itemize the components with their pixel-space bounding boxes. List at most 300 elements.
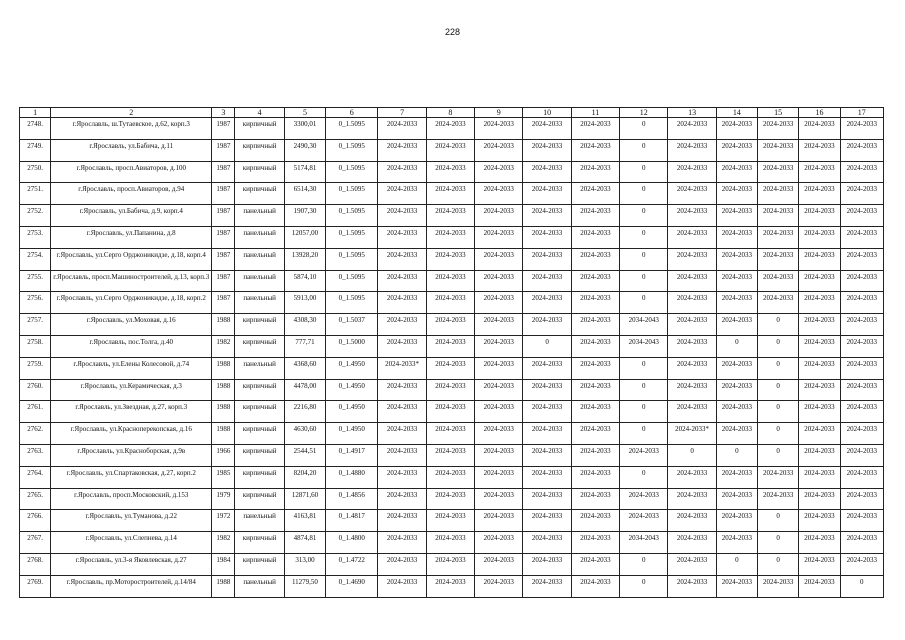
cell-period-col-8: 2024-2033 [426, 510, 474, 532]
cell-period-col-10: 2024-2033 [523, 444, 571, 466]
cell-period-col-15: 2024-2033 [758, 118, 799, 140]
table-row [20, 575, 884, 597]
cell-period-col-14: 2024-2033 [716, 488, 757, 510]
cell-row-number: 2763. [20, 444, 51, 466]
cell-period-col-10: 2024-2033 [523, 118, 571, 140]
cell-period-col-13: 2024-2033 [668, 205, 716, 227]
cell-period-col-7: 2024-2033 [378, 139, 426, 161]
column-header-9: 9 [475, 108, 523, 118]
cell-period-col-10: 2024-2033 [523, 575, 571, 597]
cell-period-col-16: 2024-2033 [799, 379, 840, 401]
cell-period-col-7: 2024-2033 [378, 161, 426, 183]
cell-row-number: 2761. [20, 401, 51, 423]
cell-period-col-16: 2024-2033 [799, 226, 840, 248]
column-header-2: 2 [51, 108, 212, 118]
cell-priority-index: 0_1.4817 [326, 510, 378, 532]
cell-period-col-9: 2024-2033 [475, 401, 523, 423]
cell-period-col-17: 0 [840, 575, 883, 597]
cell-period-col-12: 0 [620, 466, 668, 488]
cell-priority-index: 0_1.4917 [326, 444, 378, 466]
cell-period-col-10: 2024-2033 [523, 139, 571, 161]
cell-period-col-7: 2024-2033 [378, 118, 426, 140]
cell-build-year: 1979 [212, 488, 235, 510]
cell-priority-index: 0_1.4722 [326, 553, 378, 575]
cell-priority-index: 0_1.4856 [326, 488, 378, 510]
cell-period-col-12: 2034-2043 [620, 314, 668, 336]
table-row [20, 226, 884, 248]
cell-address: г.Ярославль, ул.Туманова, д.22 [51, 510, 212, 532]
cell-period-col-10: 2024-2033 [523, 532, 571, 554]
cell-row-number: 2758. [20, 335, 51, 357]
cell-row-number: 2766. [20, 510, 51, 532]
cell-period-col-17: 2024-2033 [840, 161, 883, 183]
cell-wall-material: панельный [235, 510, 284, 532]
cell-build-year: 1987 [212, 161, 235, 183]
cell-period-col-15: 0 [758, 532, 799, 554]
cell-period-col-7: 2024-2033 [378, 575, 426, 597]
cell-area: 4163,81 [284, 510, 325, 532]
cell-period-col-14: 2024-2033 [716, 118, 757, 140]
cell-period-col-16: 2024-2033 [799, 270, 840, 292]
cell-period-col-13: 2024-2033 [668, 183, 716, 205]
cell-period-col-15: 0 [758, 379, 799, 401]
cell-period-col-17: 2024-2033 [840, 270, 883, 292]
cell-period-col-9: 2024-2033 [475, 118, 523, 140]
cell-period-col-7: 2024-2033 [378, 423, 426, 445]
cell-period-col-9: 2024-2033 [475, 575, 523, 597]
cell-period-col-17: 2024-2033 [840, 553, 883, 575]
cell-wall-material: панельный [235, 575, 284, 597]
cell-period-col-13: 2024-2033 [668, 379, 716, 401]
cell-build-year: 1987 [212, 183, 235, 205]
table-row [20, 183, 884, 205]
cell-wall-material: панельный [235, 292, 284, 314]
cell-period-col-7: 2024-2033 [378, 248, 426, 270]
cell-period-col-7: 2024-2033 [378, 183, 426, 205]
cell-period-col-7: 2024-2033 [378, 314, 426, 336]
cell-address: г.Ярославль, ул.Спартаковская, д.27, корп.2 [51, 466, 212, 488]
cell-period-col-8: 2024-2033 [426, 532, 474, 554]
cell-period-col-10: 2024-2033 [523, 401, 571, 423]
cell-period-col-17: 2024-2033 [840, 510, 883, 532]
cell-area: 4630,60 [284, 423, 325, 445]
cell-period-col-7: 2024-2033 [378, 205, 426, 227]
cell-period-col-15: 0 [758, 314, 799, 336]
cell-period-col-11: 2024-2033 [571, 532, 619, 554]
cell-period-col-11: 2024-2033 [571, 401, 619, 423]
cell-period-col-17: 2024-2033 [840, 423, 883, 445]
cell-row-number: 2749. [20, 139, 51, 161]
cell-period-col-10: 2024-2033 [523, 205, 571, 227]
cell-priority-index: 0_1.5095 [326, 139, 378, 161]
cell-period-col-12: 0 [620, 226, 668, 248]
cell-period-col-9: 2024-2033 [475, 444, 523, 466]
cell-period-col-12: 2034-2043 [620, 532, 668, 554]
cell-row-number: 2762. [20, 423, 51, 445]
cell-period-col-17: 2024-2033 [840, 532, 883, 554]
cell-period-col-13: 0 [668, 444, 716, 466]
cell-period-col-16: 2024-2033 [799, 118, 840, 140]
cell-row-number: 2768. [20, 553, 51, 575]
cell-period-col-14: 2024-2033 [716, 510, 757, 532]
cell-address: г.Ярославль, просп.Машиностроителей, д.13, корп.3 [51, 270, 212, 292]
cell-period-col-15: 0 [758, 553, 799, 575]
cell-period-col-17: 2024-2033 [840, 226, 883, 248]
cell-period-col-16: 2024-2033 [799, 510, 840, 532]
cell-period-col-15: 2024-2033 [758, 466, 799, 488]
cell-period-col-12: 0 [620, 118, 668, 140]
cell-period-col-15: 2024-2033 [758, 139, 799, 161]
cell-period-col-15: 0 [758, 444, 799, 466]
cell-period-col-15: 0 [758, 423, 799, 445]
cell-period-col-12: 0 [620, 139, 668, 161]
cell-period-col-10: 2024-2033 [523, 270, 571, 292]
cell-period-col-13: 2024-2033 [668, 292, 716, 314]
cell-period-col-12: 2034-2043 [620, 335, 668, 357]
column-header-8: 8 [426, 108, 474, 118]
cell-period-col-17: 2024-2033 [840, 488, 883, 510]
cell-period-col-11: 2024-2033 [571, 423, 619, 445]
cell-period-col-12: 2024-2033 [620, 444, 668, 466]
cell-period-col-8: 2024-2033 [426, 401, 474, 423]
cell-period-col-14: 2024-2033 [716, 226, 757, 248]
cell-priority-index: 0_1.5095 [326, 270, 378, 292]
cell-period-col-14: 2024-2033 [716, 139, 757, 161]
cell-period-col-16: 2024-2033 [799, 183, 840, 205]
cell-period-col-8: 2024-2033 [426, 575, 474, 597]
cell-period-col-17: 2024-2033 [840, 401, 883, 423]
cell-period-col-8: 2024-2033 [426, 488, 474, 510]
cell-address: г.Ярославль, ул.Керамическая, д.3 [51, 379, 212, 401]
cell-period-col-13: 2024-2033 [668, 575, 716, 597]
cell-period-col-13: 2024-2033 [668, 335, 716, 357]
table-row [20, 270, 884, 292]
column-number-row [20, 108, 884, 118]
cell-period-col-12: 0 [620, 292, 668, 314]
table-row [20, 444, 884, 466]
cell-period-col-10: 0 [523, 335, 571, 357]
cell-period-col-11: 2024-2033 [571, 118, 619, 140]
cell-period-col-9: 2024-2033 [475, 161, 523, 183]
cell-period-col-12: 0 [620, 161, 668, 183]
cell-priority-index: 0_1.4690 [326, 575, 378, 597]
cell-address: г.Ярославль, ул.Красноборская, д.9в [51, 444, 212, 466]
cell-period-col-12: 2024-2033 [620, 488, 668, 510]
cell-period-col-10: 2024-2033 [523, 466, 571, 488]
cell-area: 3300,01 [284, 118, 325, 140]
cell-period-col-8: 2024-2033 [426, 161, 474, 183]
cell-period-col-16: 2024-2033 [799, 314, 840, 336]
cell-area: 777,71 [284, 335, 325, 357]
cell-wall-material: кирпичный [235, 401, 284, 423]
cell-wall-material: кирпичный [235, 183, 284, 205]
cell-period-col-9: 2024-2033 [475, 553, 523, 575]
cell-address: г.Ярославль, ул.Звездная, д.27, корп.3 [51, 401, 212, 423]
cell-build-year: 1987 [212, 270, 235, 292]
cell-period-col-8: 2024-2033 [426, 314, 474, 336]
cell-build-year: 1982 [212, 532, 235, 554]
cell-period-col-16: 2024-2033 [799, 292, 840, 314]
cell-build-year: 1987 [212, 226, 235, 248]
cell-build-year: 1984 [212, 553, 235, 575]
cell-row-number: 2765. [20, 488, 51, 510]
cell-period-col-9: 2024-2033 [475, 139, 523, 161]
cell-address: г.Ярославль, ул.Елены Колесовой, д.74 [51, 357, 212, 379]
cell-period-col-10: 2024-2033 [523, 248, 571, 270]
cell-period-col-14: 2024-2033 [716, 532, 757, 554]
cell-row-number: 2764. [20, 466, 51, 488]
cell-period-col-13: 2024-2033 [668, 510, 716, 532]
cell-address: г.Ярославль, ш.Тутаевское, д.62, корп.3 [51, 118, 212, 140]
cell-period-col-15: 2024-2033 [758, 488, 799, 510]
cell-period-col-15: 2024-2033 [758, 270, 799, 292]
cell-period-col-9: 2024-2033 [475, 335, 523, 357]
cell-period-col-9: 2024-2033 [475, 205, 523, 227]
cell-period-col-10: 2024-2033 [523, 226, 571, 248]
column-header-10: 10 [523, 108, 571, 118]
cell-build-year: 1988 [212, 575, 235, 597]
cell-period-col-11: 2024-2033 [571, 444, 619, 466]
cell-priority-index: 0_1.5095 [326, 205, 378, 227]
cell-period-col-13: 2024-2033 [668, 314, 716, 336]
cell-wall-material: кирпичный [235, 314, 284, 336]
cell-period-col-13: 2024-2033 [668, 532, 716, 554]
cell-period-col-16: 2024-2033 [799, 488, 840, 510]
cell-period-col-10: 2024-2033 [523, 292, 571, 314]
cell-build-year: 1985 [212, 466, 235, 488]
cell-wall-material: панельный [235, 248, 284, 270]
cell-period-col-12: 0 [620, 183, 668, 205]
cell-address: г.Ярославль, ул.Бабича, д.11 [51, 139, 212, 161]
cell-area: 4874,81 [284, 532, 325, 554]
column-header-1: 1 [20, 108, 51, 118]
cell-period-col-9: 2024-2033 [475, 314, 523, 336]
cell-row-number: 2759. [20, 357, 51, 379]
cell-row-number: 2769. [20, 575, 51, 597]
cell-build-year: 1987 [212, 139, 235, 161]
cell-wall-material: кирпичный [235, 444, 284, 466]
table-row [20, 161, 884, 183]
cell-build-year: 1987 [212, 248, 235, 270]
cell-area: 2216,80 [284, 401, 325, 423]
cell-address: г.Ярославль, ул.Красноперекопская, д.16 [51, 423, 212, 445]
cell-row-number: 2757. [20, 314, 51, 336]
page-number: 228 [444, 27, 461, 37]
cell-priority-index: 0_1.5095 [326, 183, 378, 205]
cell-period-col-9: 2024-2033 [475, 183, 523, 205]
cell-period-col-11: 2024-2033 [571, 553, 619, 575]
cell-area: 13928,20 [284, 248, 325, 270]
cell-period-col-11: 2024-2033 [571, 357, 619, 379]
cell-period-col-11: 2024-2033 [571, 335, 619, 357]
cell-build-year: 1982 [212, 335, 235, 357]
cell-period-col-14: 2024-2033 [716, 357, 757, 379]
cell-period-col-16: 2024-2033 [799, 444, 840, 466]
cell-priority-index: 0_1.4950 [326, 357, 378, 379]
cell-period-col-15: 2024-2033 [758, 226, 799, 248]
cell-period-col-11: 2024-2033 [571, 575, 619, 597]
cell-period-col-7: 2024-2033 [378, 379, 426, 401]
cell-priority-index: 0_1.5095 [326, 118, 378, 140]
cell-period-col-17: 2024-2033 [840, 292, 883, 314]
cell-period-col-7: 2024-2033 [378, 553, 426, 575]
cell-period-col-10: 2024-2033 [523, 161, 571, 183]
cell-wall-material: кирпичный [235, 532, 284, 554]
table-row [20, 205, 884, 227]
cell-period-col-13: 2024-2033 [668, 466, 716, 488]
column-header-16: 16 [799, 108, 840, 118]
cell-period-col-15: 0 [758, 335, 799, 357]
cell-period-col-7: 2024-2033* [378, 357, 426, 379]
cell-period-col-16: 2024-2033 [799, 139, 840, 161]
cell-period-col-16: 2024-2033 [799, 401, 840, 423]
cell-period-col-17: 2024-2033 [840, 139, 883, 161]
cell-period-col-13: 2024-2033* [668, 423, 716, 445]
table-row [20, 488, 884, 510]
table-row [20, 139, 884, 161]
table-row [20, 401, 884, 423]
cell-build-year: 1988 [212, 379, 235, 401]
cell-period-col-12: 0 [620, 575, 668, 597]
cell-period-col-7: 2024-2033 [378, 488, 426, 510]
cell-period-col-11: 2024-2033 [571, 248, 619, 270]
column-header-15: 15 [758, 108, 799, 118]
cell-address: г.Ярославль, ул.Серго Орджоникидзе, д.18, корп.2 [51, 292, 212, 314]
column-header-14: 14 [716, 108, 757, 118]
cell-period-col-9: 2024-2033 [475, 466, 523, 488]
cell-period-col-11: 2024-2033 [571, 292, 619, 314]
cell-period-col-8: 2024-2033 [426, 423, 474, 445]
column-header-6: 6 [326, 108, 378, 118]
cell-period-col-8: 2024-2033 [426, 118, 474, 140]
cell-priority-index: 0_1.5000 [326, 335, 378, 357]
cell-area: 313,00 [284, 553, 325, 575]
cell-address: г.Ярославль, просп.Московский, д.153 [51, 488, 212, 510]
cell-period-col-8: 2024-2033 [426, 335, 474, 357]
cell-period-col-12: 0 [620, 205, 668, 227]
cell-period-col-14: 2024-2033 [716, 183, 757, 205]
cell-period-col-16: 2024-2033 [799, 423, 840, 445]
cell-build-year: 1987 [212, 205, 235, 227]
cell-period-col-14: 2024-2033 [716, 423, 757, 445]
cell-row-number: 2756. [20, 292, 51, 314]
cell-period-col-16: 2024-2033 [799, 248, 840, 270]
cell-area: 5174,81 [284, 161, 325, 183]
cell-period-col-15: 0 [758, 401, 799, 423]
column-header-12: 12 [620, 108, 668, 118]
cell-wall-material: панельный [235, 357, 284, 379]
cell-period-col-9: 2024-2033 [475, 270, 523, 292]
cell-address: г.Ярославль, ул.Моховая, д.16 [51, 314, 212, 336]
cell-address: г.Ярославль, ул.Бабича, д.9, корп.4 [51, 205, 212, 227]
cell-address: г.Ярославль, ул.Слепнева, д.14 [51, 532, 212, 554]
cell-period-col-16: 2024-2033 [799, 161, 840, 183]
cell-period-col-10: 2024-2033 [523, 510, 571, 532]
table-row [20, 510, 884, 532]
table-row [20, 118, 884, 140]
cell-wall-material: кирпичный [235, 488, 284, 510]
cell-area: 8204,20 [284, 466, 325, 488]
cell-build-year: 1988 [212, 357, 235, 379]
cell-priority-index: 0_1.4880 [326, 466, 378, 488]
cell-period-col-17: 2024-2033 [840, 205, 883, 227]
cell-row-number: 2753. [20, 226, 51, 248]
cell-period-col-13: 2024-2033 [668, 118, 716, 140]
cell-build-year: 1988 [212, 423, 235, 445]
cell-period-col-17: 2024-2033 [840, 357, 883, 379]
cell-priority-index: 0_1.4950 [326, 401, 378, 423]
cell-build-year: 1987 [212, 118, 235, 140]
cell-period-col-14: 2024-2033 [716, 314, 757, 336]
cell-period-col-14: 0 [716, 444, 757, 466]
cell-period-col-11: 2024-2033 [571, 205, 619, 227]
cell-period-col-15: 2024-2033 [758, 161, 799, 183]
cell-period-col-17: 2024-2033 [840, 444, 883, 466]
cell-period-col-7: 2024-2033 [378, 226, 426, 248]
cell-period-col-9: 2024-2033 [475, 488, 523, 510]
cell-period-col-8: 2024-2033 [426, 379, 474, 401]
housing-registry-table [19, 107, 884, 598]
cell-period-col-14: 0 [716, 553, 757, 575]
cell-period-col-14: 2024-2033 [716, 466, 757, 488]
cell-period-col-11: 2024-2033 [571, 379, 619, 401]
cell-period-col-15: 0 [758, 510, 799, 532]
cell-period-col-10: 2024-2033 [523, 423, 571, 445]
cell-period-col-14: 2024-2033 [716, 248, 757, 270]
cell-period-col-7: 2024-2033 [378, 510, 426, 532]
cell-period-col-16: 2024-2033 [799, 553, 840, 575]
cell-period-col-17: 2024-2033 [840, 248, 883, 270]
cell-period-col-17: 2024-2033 [840, 183, 883, 205]
table-row [20, 379, 884, 401]
cell-period-col-12: 0 [620, 379, 668, 401]
table-row [20, 292, 884, 314]
cell-priority-index: 0_1.5095 [326, 161, 378, 183]
cell-period-col-13: 2024-2033 [668, 139, 716, 161]
cell-period-col-14: 2024-2033 [716, 205, 757, 227]
cell-period-col-13: 2024-2033 [668, 161, 716, 183]
table-row [20, 423, 884, 445]
cell-priority-index: 0_1.4800 [326, 532, 378, 554]
table-row [20, 314, 884, 336]
cell-period-col-17: 2024-2033 [840, 466, 883, 488]
cell-period-col-7: 2024-2033 [378, 270, 426, 292]
cell-area: 2544,51 [284, 444, 325, 466]
cell-period-col-15: 2024-2033 [758, 205, 799, 227]
cell-period-col-16: 2024-2033 [799, 532, 840, 554]
cell-wall-material: панельный [235, 205, 284, 227]
cell-area: 4368,60 [284, 357, 325, 379]
column-header-17: 17 [840, 108, 883, 118]
column-header-13: 13 [668, 108, 716, 118]
cell-period-col-13: 2024-2033 [668, 553, 716, 575]
cell-period-col-17: 2024-2033 [840, 335, 883, 357]
cell-period-col-11: 2024-2033 [571, 488, 619, 510]
cell-period-col-11: 2024-2033 [571, 510, 619, 532]
cell-period-col-13: 2024-2033 [668, 357, 716, 379]
cell-period-col-16: 2024-2033 [799, 335, 840, 357]
cell-area: 11279,50 [284, 575, 325, 597]
cell-period-col-7: 2024-2033 [378, 292, 426, 314]
cell-period-col-11: 2024-2033 [571, 183, 619, 205]
column-header-3: 3 [212, 108, 235, 118]
cell-period-col-14: 2024-2033 [716, 270, 757, 292]
cell-period-col-14: 2024-2033 [716, 379, 757, 401]
cell-wall-material: кирпичный [235, 118, 284, 140]
cell-period-col-12: 0 [620, 270, 668, 292]
cell-period-col-17: 2024-2033 [840, 379, 883, 401]
cell-period-col-10: 2024-2033 [523, 488, 571, 510]
